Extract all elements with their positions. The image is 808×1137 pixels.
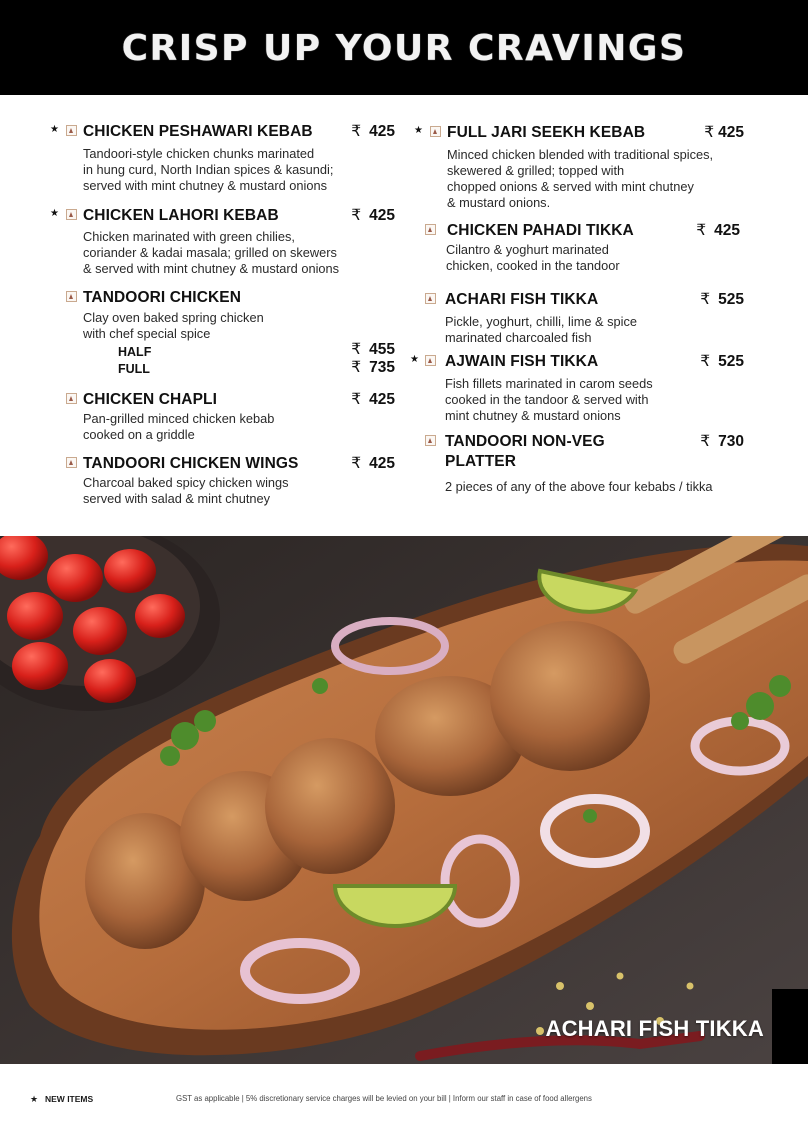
footer <box>0 1093 808 1107</box>
star-icon: ★ <box>410 354 419 365</box>
non-veg-icon <box>66 209 77 220</box>
star-icon: ★ <box>50 124 59 135</box>
item-price: ₹ 525 <box>700 291 744 308</box>
variant-price: ₹ 735 <box>351 359 395 376</box>
item-description: Pickle, yoghurt, chilli, lime & spice marinated charcoaled fish <box>445 314 638 345</box>
item-price: ₹ 425 <box>696 222 740 239</box>
item-price: ₹ 425 <box>351 391 395 408</box>
item-description: Pan-grilled minced chicken kebab cooked on a griddle <box>83 411 275 442</box>
star-icon: ★ <box>50 208 59 219</box>
item-name: CHICKEN LAHORI KEBAB <box>83 207 279 224</box>
menu-item <box>50 454 395 506</box>
footer-note: GST as applicable | 5% discretionary service charges will be levied on your bill | Inform our staff in case of food allergens <box>176 1094 592 1103</box>
non-veg-icon <box>430 126 441 137</box>
item-price: ₹ 425 <box>351 123 395 140</box>
star-icon: ★ <box>30 1094 39 1104</box>
star-icon: ★ <box>414 125 423 136</box>
variant-label: HALF <box>118 345 152 359</box>
item-price: ₹ 425 <box>704 124 744 141</box>
item-description: Tandoori-style chicken chunks marinated in hung curd, North Indian spices & kasundi; served with mint chutney & mustard onions <box>83 146 334 193</box>
item-description: Cilantro & yoghurt marinated chicken, cooked in the tandoor <box>446 242 620 273</box>
item-name: AJWAIN FISH TIKKA <box>445 353 599 370</box>
non-veg-icon <box>425 435 436 446</box>
menu-item <box>50 206 395 276</box>
non-veg-icon <box>66 125 77 136</box>
variant-label: FULL <box>118 362 150 376</box>
item-description: 2 pieces of any of the above four kebabs / tikka <box>445 479 713 494</box>
photo-caption: ACHARI FISH TIKKA <box>545 1016 764 1041</box>
non-veg-icon <box>425 355 436 366</box>
menu-item <box>410 352 744 423</box>
decorative-tab <box>772 989 808 1064</box>
item-price: ₹ 525 <box>700 353 744 370</box>
non-veg-icon <box>66 393 77 404</box>
menu-item <box>414 123 744 210</box>
item-price: ₹ 425 <box>351 207 395 224</box>
item-price: ₹ 730 <box>700 433 744 450</box>
page-title: CRISP UP YOUR CRAVINGS <box>121 28 687 69</box>
item-description: Clay oven baked spring chicken with chef special spice <box>83 310 264 341</box>
non-veg-icon <box>425 293 436 304</box>
food-photo-illustration <box>0 536 808 1064</box>
item-description: Chicken marinated with green chilies, coriander & kadai masala; grilled on skewers & served with mint chutney & mustard onions <box>83 229 340 276</box>
non-veg-icon <box>66 457 77 468</box>
item-name: TANDOORI CHICKEN WINGS <box>83 455 299 472</box>
non-veg-icon <box>425 224 436 235</box>
item-name: CHICKEN PAHADI TIKKA <box>447 222 634 239</box>
item-name: FULL JARI SEEKH KEBAB <box>447 124 646 141</box>
item-name: ACHARI FISH TIKKA <box>445 291 599 308</box>
item-price: ₹ 425 <box>351 455 395 472</box>
menu-item <box>414 432 744 494</box>
menu-item <box>50 122 395 193</box>
item-description: Fish fillets marinated in carom seeds cooked in the tandoor & served with mint chutney & mustard onions <box>445 376 653 423</box>
new-items-legend: NEW ITEMS <box>45 1094 94 1104</box>
menu-item <box>50 390 395 442</box>
menu-item <box>414 290 744 345</box>
page-header <box>0 0 808 95</box>
item-name-line-2: PLATTER <box>445 453 517 470</box>
item-name: TANDOORI CHICKEN <box>83 289 242 306</box>
item-name: CHICKEN PESHAWARI KEBAB <box>83 123 313 140</box>
food-photo <box>0 536 808 1064</box>
item-name: TANDOORI NON-VEG <box>445 433 605 450</box>
item-description: Minced chicken blended with traditional spices, skewered & grilled; topped with chopped onions & served with mint chutney & mustard onions. <box>447 147 714 210</box>
variant-price: ₹ 455 <box>351 341 395 358</box>
menu-item <box>414 221 744 273</box>
item-description: Charcoal baked spicy chicken wings served with salad & mint chutney <box>83 475 289 506</box>
item-name: CHICKEN CHAPLI <box>83 391 218 408</box>
non-veg-icon <box>66 291 77 302</box>
menu-item <box>50 288 395 376</box>
